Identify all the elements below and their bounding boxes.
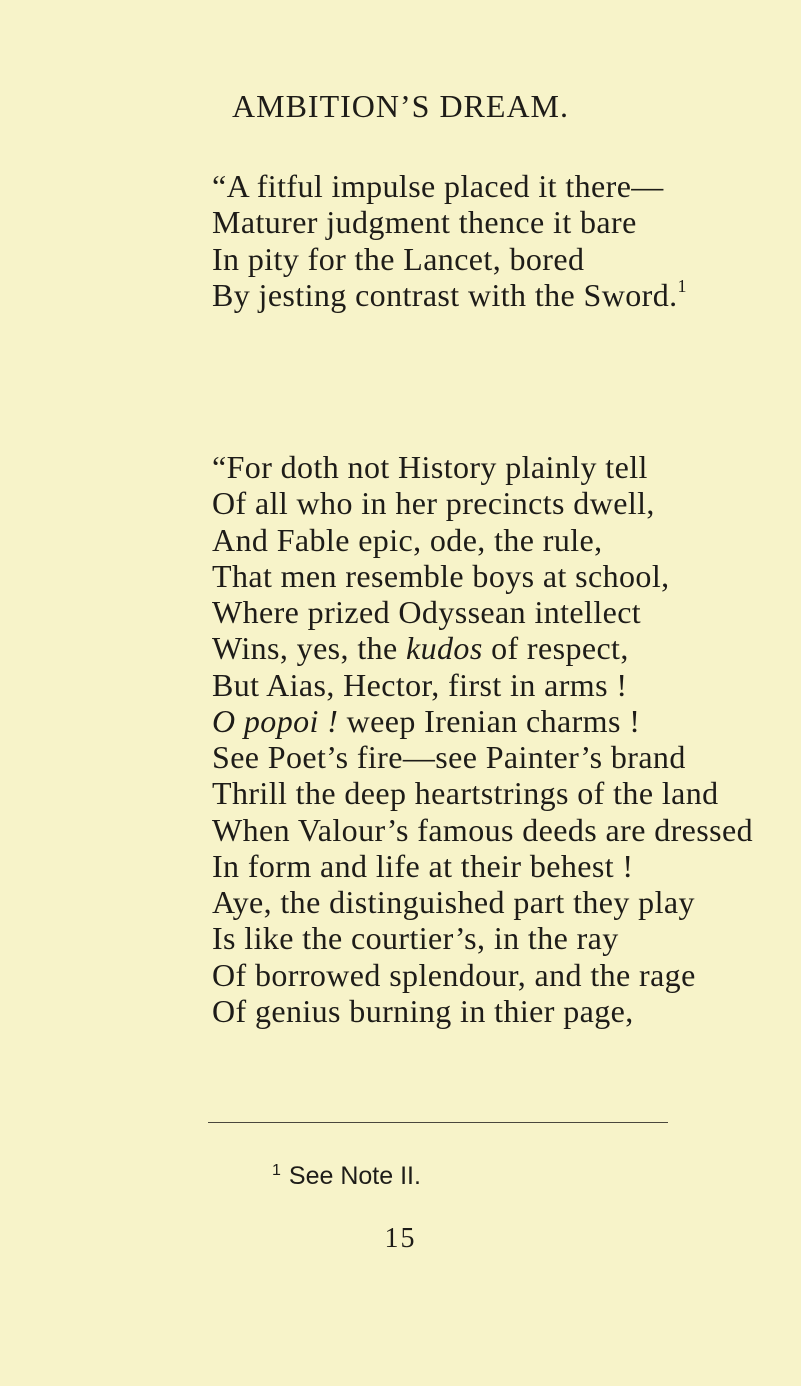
verse-line: In form and life at their behest ! — [212, 847, 634, 884]
footnote-rule — [208, 1122, 668, 1123]
page-number: 15 — [384, 1223, 417, 1254]
verse-line: In pity for the Lancet, bored — [212, 240, 585, 277]
footnote-reference[interactable]: 1 — [677, 275, 687, 296]
footnote — [272, 1161, 421, 1191]
verse-line: But Aias, Hector, first in arms ! — [212, 666, 628, 703]
verse-line: Maturer judgment thence it bare — [212, 204, 637, 241]
verse-line: Where prized Odyssean intellect — [212, 594, 642, 630]
verse-line: When Valour’s famous deeds are dressed — [212, 811, 753, 848]
verse-line: By jesting contrast with the Sword.$^1$ — [212, 275, 687, 313]
verse-line: Is like the courtier’s, in the ray — [212, 920, 619, 957]
verse-line: Of borrowed splendour, and the rage — [212, 956, 696, 993]
running-head: AMBITION’S DREAM. — [232, 88, 569, 124]
verse-line: Of all who in her precincts dwell, — [212, 485, 655, 522]
verse-line: See Poet’s fire—see Painter’s brand — [212, 739, 686, 775]
verse-line: Thrill the deep heartstrings of the land — [212, 775, 719, 812]
stanza-1 — [212, 168, 687, 313]
verse-line: O popoi ! weep Irenian charms ! — [212, 702, 641, 739]
verse-line: “For doth not History plainly tell — [212, 449, 648, 485]
italic-word: kudos — [406, 630, 483, 667]
stanza-2 — [212, 449, 753, 1029]
verse-line: Of genius burning in thier page, — [212, 992, 634, 1029]
verse-line: “A fitful impulse placed it there— — [212, 168, 664, 204]
italic-word: O popoi ! — [212, 702, 339, 739]
verse-line: Aye, the distinguished part they play — [212, 884, 695, 920]
verse-line: And Fable epic, ode, the rule, — [212, 521, 603, 558]
verse-line: Wins, yes, the kudos of respect, — [212, 630, 629, 667]
footnote-marker: 1 — [272, 1162, 281, 1179]
verse-line: That men resemble boys at school, — [212, 557, 670, 594]
footnote-text: See Note II. — [288, 1162, 421, 1190]
